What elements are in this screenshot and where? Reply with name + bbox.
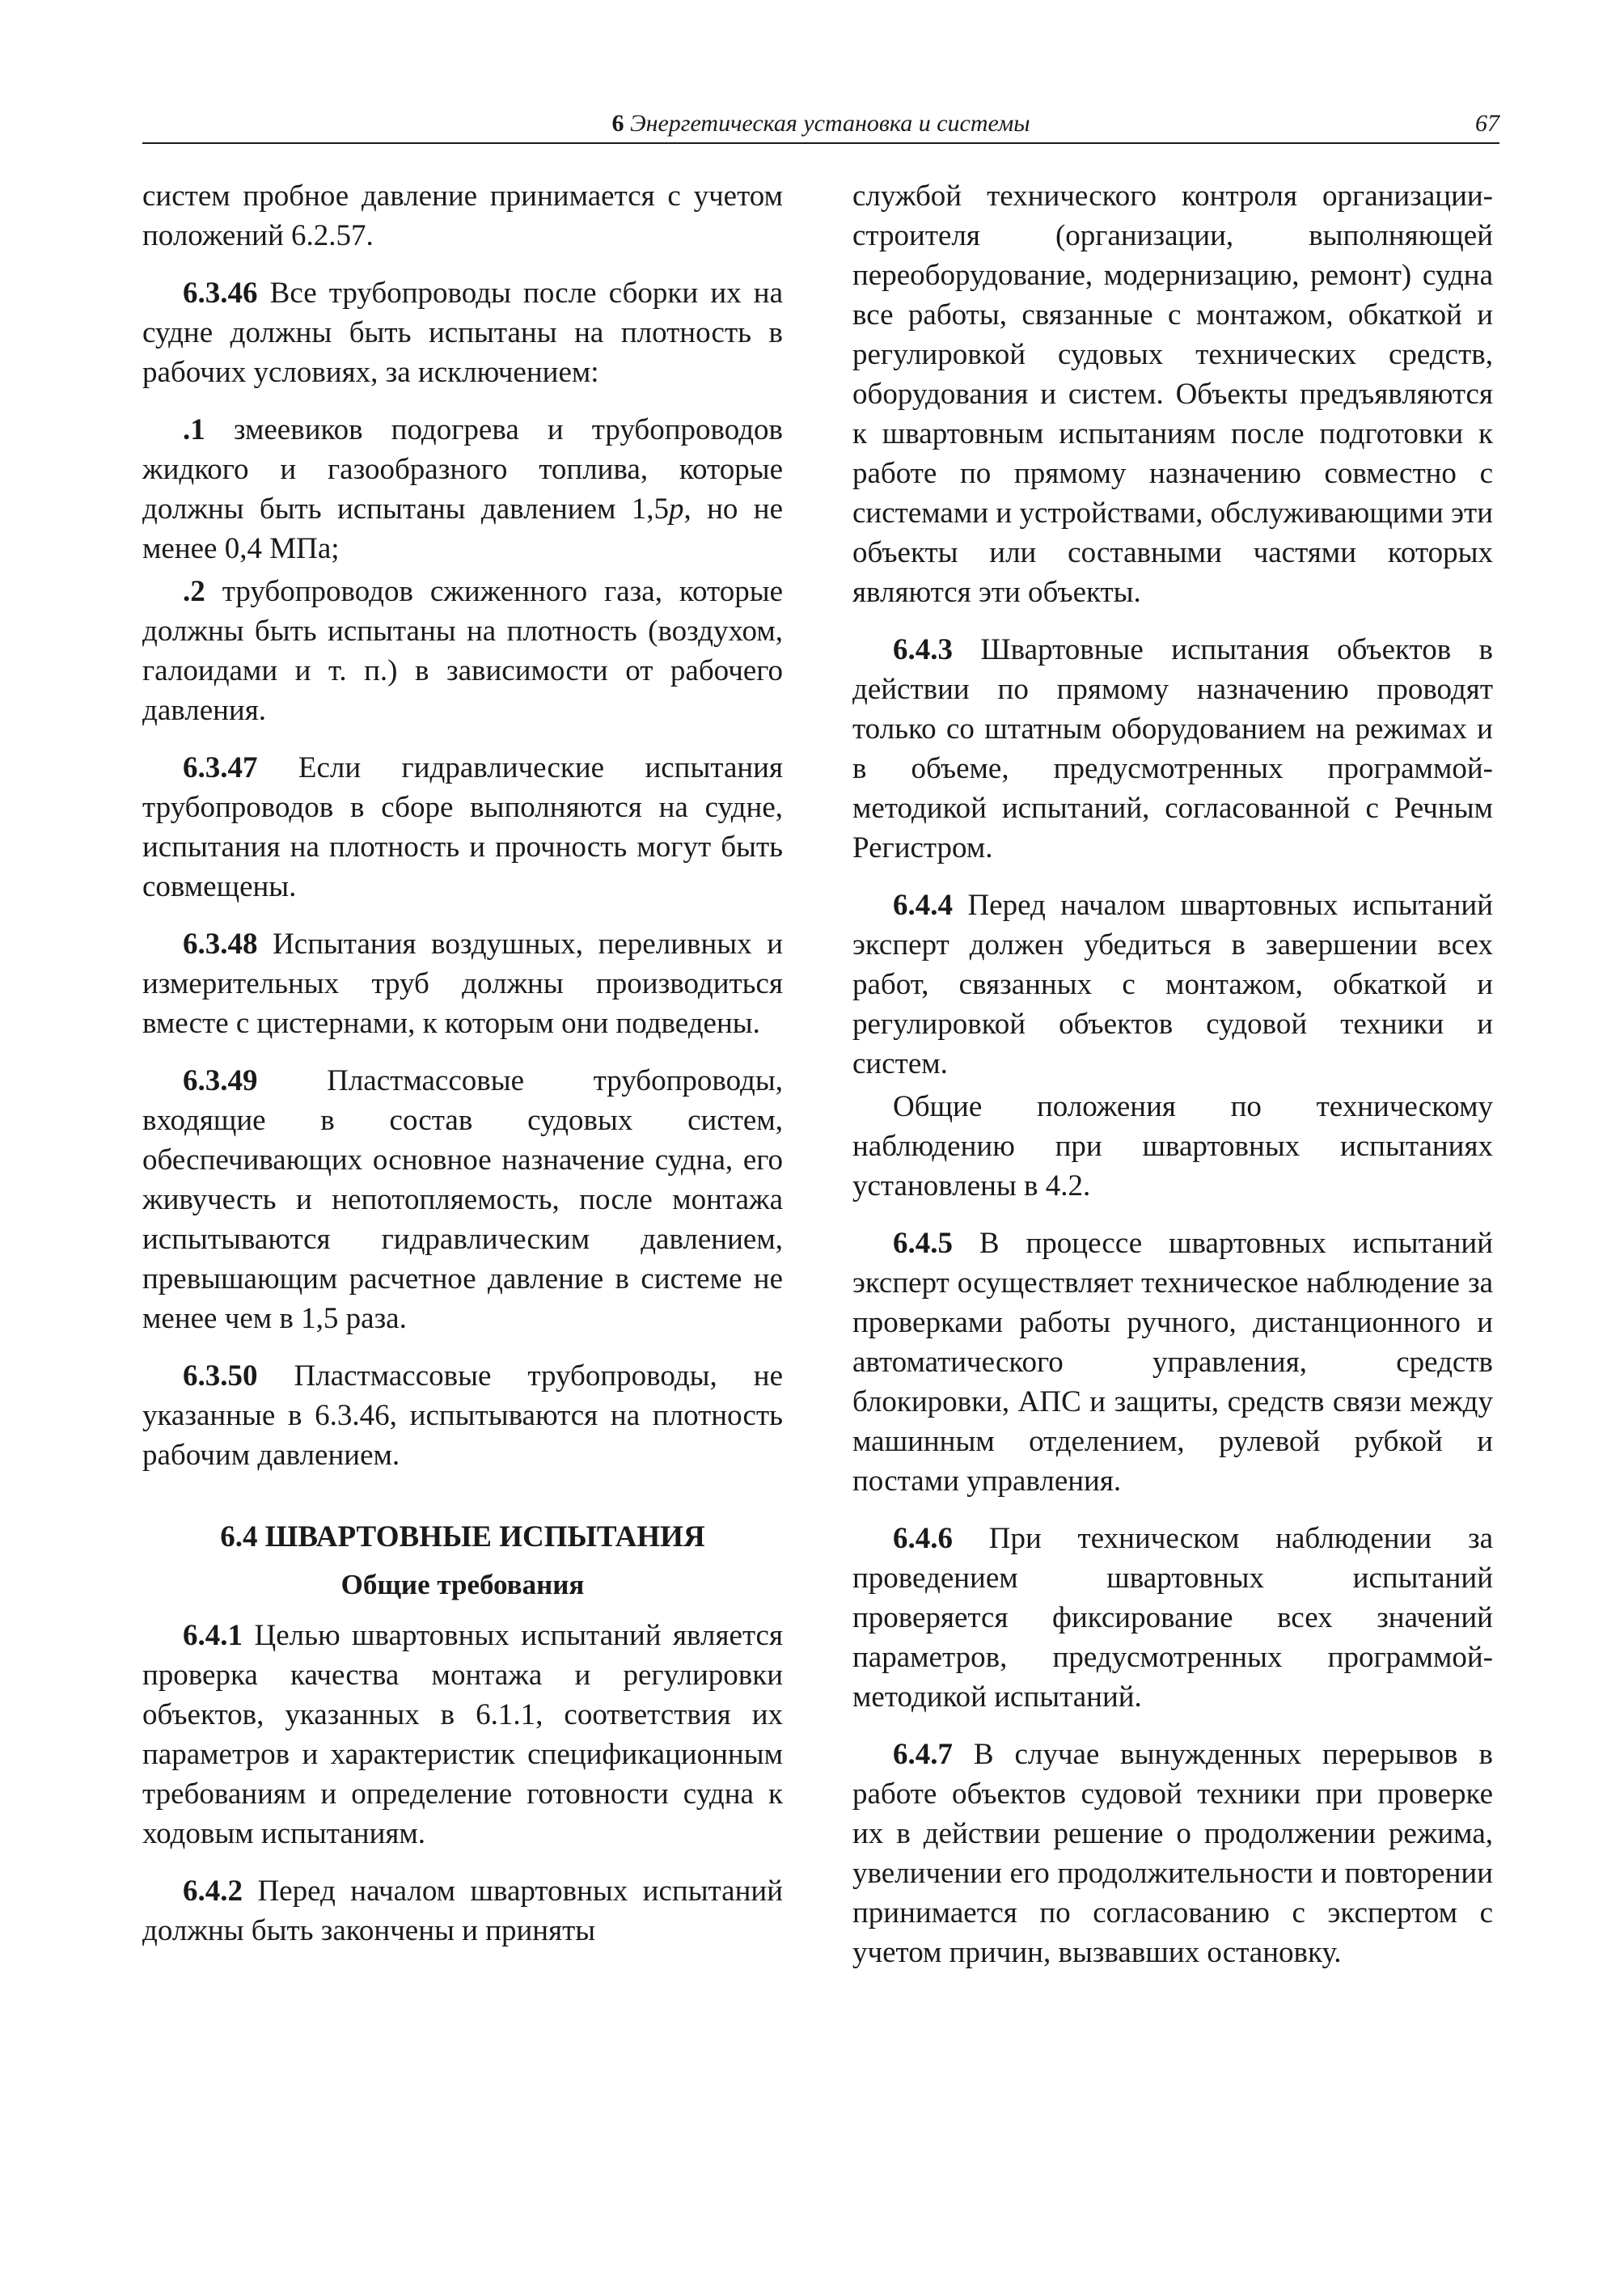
section-heading: 6.4 ШВАРТОВНЫЕ ИСПЫТАНИЯ [220, 1520, 705, 1553]
paragraph-6-4-5: 6.4.5 В процессе швартовных испытаний эксперт осуществляет техническое наблюдение за проверками работы ручного, дистанционного и автоматического управления, средств блокировки, АПС и защиты, средств связи между машинным отделением, рулевой рубкой и постами управления. [852, 1227, 1493, 1498]
right-column [852, 176, 1493, 1990]
list-item-2: .2 трубопроводов сжиженного газа, которые должны быть испытаны на плотность (воздухом, галоидами и т. п.) в зависимости от рабочего давления. [142, 575, 783, 727]
paragraph-6-4-7: 6.4.7 В случае вынужденных перерывов в работе объектов судовой техники при проверке их в действии решение о продолжении режима, увеличении его продолжительности и повторении принимается по согласованию с экспертом с учетом причин, вызвавших остановку. [852, 1738, 1493, 1969]
list-item-1: .1 змеевиков подогрева и трубопроводов жидкого и газообразного топлива, которые должны быть испытаны давлением 1,5p, но не менее 0,4 МПа; [142, 413, 783, 565]
clause-number: 6.3.47 [183, 751, 258, 784]
clause-number: 6.3.46 [183, 277, 258, 310]
clause-number: 6.4.2 [183, 1875, 243, 1908]
paragraph-continuation: систем пробное давление принимается с учетом положений 6.2.57. [142, 180, 783, 252]
header-section-number: 6 [611, 110, 624, 137]
header-section-title: Энергетическая установка и системы [629, 110, 1030, 137]
clause-number: 6.4.1 [183, 1619, 243, 1652]
header-title [142, 110, 1499, 137]
paragraph-6-3-46: 6.3.46 Все трубопроводы после сборки их на судне должны быть испытаны на плотность в рабочих условиях, за исключением: [142, 277, 783, 389]
clause-number: 6.3.48 [183, 928, 258, 961]
clause-number: 6.3.49 [183, 1064, 258, 1097]
clause-number: 6.4.3 [893, 633, 953, 666]
list-marker: .1 [183, 413, 205, 446]
pressure-variable: p [669, 492, 684, 526]
left-column [142, 176, 783, 1968]
running-header [142, 107, 1499, 144]
clause-number: 6.4.7 [893, 1738, 953, 1771]
paragraph-6-4-2: 6.4.2 Перед началом швартовных испытаний должны быть закончены и приняты [142, 1875, 783, 1947]
paragraph-6-3-48: 6.3.48 Испытания воздушных, переливных и измерительных труб должны производиться вместе с цистернами, к которым они подведены. [142, 928, 783, 1040]
clause-number: 6.3.50 [183, 1359, 258, 1393]
paragraph-6-4-6: 6.4.6 При техническом наблюдении за проведением швартовных испытаний проверяется фиксирование всех значений параметров, предусмотренных программой-методикой испытаний. [852, 1522, 1493, 1714]
paragraph-general-provisions: Общие положения по техническому наблюдению при швартовных испытаниях установлены в 4.2. [852, 1090, 1493, 1203]
paragraph-6-3-47: 6.3.47 Если гидравлические испытания трубопроводов в сборе выполняются на судне, испытания на плотность и прочность могут быть совмещены. [142, 751, 783, 903]
paragraph-6-4-1: 6.4.1 Целью швартовных испытаний является проверка качества монтажа и регулировки объектов, указанных в 6.1.1, соответствия их параметров и характеристик спецификационным требованиям и определение готовности судна к ходовым испытаниям. [142, 1619, 784, 1850]
paragraph-6-3-49: 6.3.49 Пластмассовые трубопроводы, входящие в состав судовых систем, обеспечивающих основное назначение судна, его живучесть и непотопляемость, после монтажа испытываются гидравлическим давлением, превышающим расчетное давление в системе не менее чем в 1,5 раза. [142, 1064, 783, 1335]
subsection-heading: Общие требования [340, 1569, 585, 1600]
clause-number: 6.4.4 [893, 889, 953, 922]
clause-number: 6.4.6 [893, 1522, 953, 1555]
page-number: 67 [1475, 110, 1499, 137]
list-marker: .2 [183, 575, 205, 608]
paragraph-6-4-4: 6.4.4 Перед началом швартовных испытаний эксперт должен убедиться в завершении всех работ, связанных с монтажом, обкаткой и регулировкой объектов судовой техники и систем. [852, 889, 1493, 1080]
paragraph-6-3-50: 6.3.50 Пластмассовые трубопроводы, не указанные в 6.3.46, испытываются на плотность рабочим давлением. [142, 1359, 783, 1472]
paragraph-continuation: службой технического контроля организации-строителя (организации, выполняющей переоборудование, модернизацию, ремонт) судна все работы, связанные с монтажом, обкаткой и регулировкой судовых технических средств, оборудования и систем. Объекты предъявляются к швартовным испытаниям после подготовки к работе по прямому назначению совместно с системами и устройствами, обслуживающими эти объекты или составными частями которых являются эти объекты. [852, 180, 1493, 609]
paragraph-6-4-3: 6.4.3 Швартовные испытания объектов в действии по прямому назначению проводят только со штатным оборудованием на режимах и в объеме, предусмотренных программой-методикой испытаний, согласованной с Речным Регистром. [852, 633, 1494, 864]
clause-number: 6.4.5 [893, 1227, 953, 1260]
